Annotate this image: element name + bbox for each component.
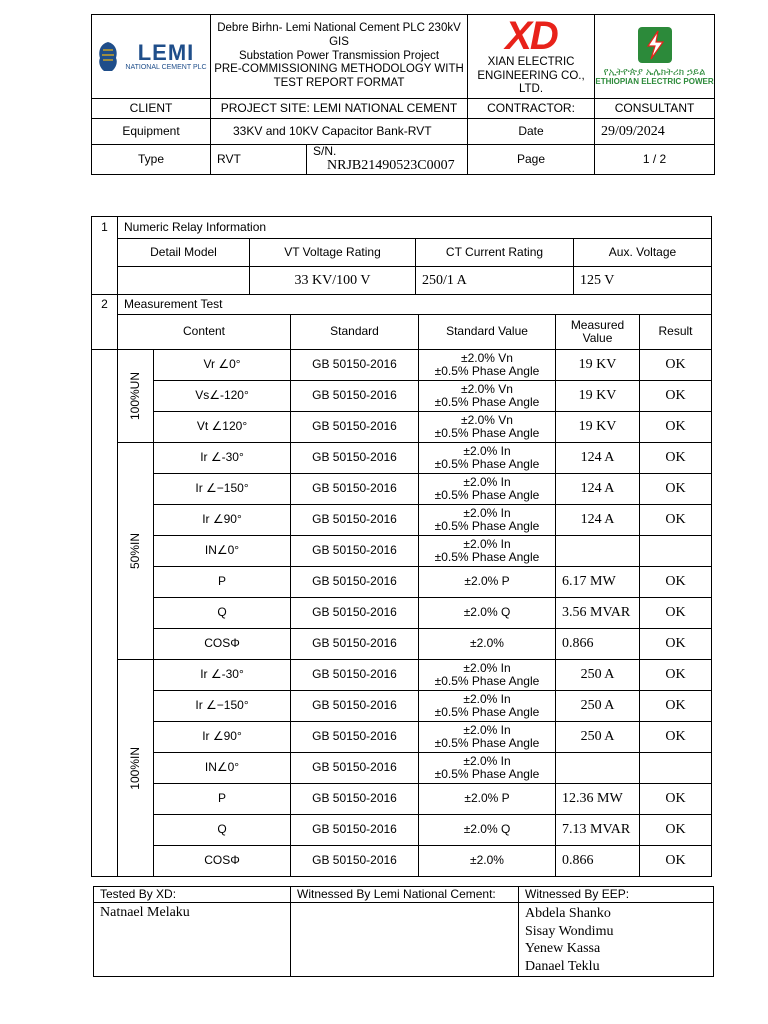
standard-value-line: ±2.0% Q: [463, 605, 511, 620]
group-label-text: 100%UN: [127, 371, 142, 421]
measurement-column-header: Standard Value: [419, 315, 556, 350]
row-standard: GB 50150-2016: [291, 474, 419, 505]
header-table: [91, 14, 715, 175]
tested-by-names: [94, 903, 291, 977]
page-value: 1 / 2: [595, 145, 715, 175]
lemi-logo-sub: NATIONAL CEMENT PLC: [125, 64, 207, 71]
lemi-logo-name: LEMI: [137, 40, 195, 65]
standard-value-line: ±2.0% P: [464, 574, 510, 589]
row-result: [640, 753, 712, 784]
standard-value-line: ±0.5% Phase Angle: [434, 426, 540, 440]
tested-by-name: Natnael Melaku: [100, 905, 190, 920]
row-measured-value: 12.36 MW: [556, 784, 640, 815]
measurement-row: [92, 753, 712, 784]
measurement-row: [92, 474, 712, 505]
row-measured-value: 0.866: [556, 846, 640, 877]
row-measured-value: 3.56 MVAR: [556, 598, 640, 629]
row-standard-value: [419, 567, 556, 598]
measurement-row: [92, 350, 712, 381]
measurement-table: [91, 294, 712, 877]
measurement-row: [92, 598, 712, 629]
witnessed-lemi-names: [291, 903, 519, 977]
row-standard-value: [419, 691, 556, 722]
row-standard: GB 50150-2016: [291, 722, 419, 753]
row-standard: GB 50150-2016: [291, 350, 419, 381]
eep-logo: [595, 15, 715, 99]
row-standard: GB 50150-2016: [291, 629, 419, 660]
group-label-text: 100%IN: [127, 746, 142, 790]
row-standard-value: [419, 815, 556, 846]
date-label: Date: [468, 119, 595, 145]
row-result: OK: [640, 598, 712, 629]
sn-label: S/N.: [313, 144, 337, 158]
row-content: P: [154, 784, 291, 815]
row-result: OK: [640, 815, 712, 846]
row-result: OK: [640, 350, 712, 381]
row-content: Vt ∠120°: [154, 412, 291, 443]
row-content: P: [154, 567, 291, 598]
row-result: OK: [640, 722, 712, 753]
measurement-row: [92, 381, 712, 412]
type-value: RVT: [211, 145, 307, 175]
row-standard: GB 50150-2016: [291, 691, 419, 722]
row-standard-value: [419, 722, 556, 753]
standard-value-line: ±0.5% Phase Angle: [434, 488, 540, 502]
standard-value-line: ±0.5% Phase Angle: [434, 674, 540, 688]
row-standard: GB 50150-2016: [291, 598, 419, 629]
row-standard: GB 50150-2016: [291, 660, 419, 691]
row-result: OK: [640, 629, 712, 660]
row-result: OK: [640, 660, 712, 691]
row-standard-value: [419, 412, 556, 443]
row-measured-value: 124 A: [556, 474, 640, 505]
measurement-row: [92, 443, 712, 474]
eep-witness-name: Danael Teklu: [525, 958, 600, 974]
row-content: Q: [154, 598, 291, 629]
row-measured-value: 0.866: [556, 629, 640, 660]
row-content: Ir ∠-30°: [154, 660, 291, 691]
consultant-label: CONSULTANT: [595, 99, 715, 119]
relay-column-header: CT Current Rating: [416, 239, 574, 267]
row-result: OK: [640, 567, 712, 598]
measurement-row: [92, 691, 712, 722]
measurement-column-header: Measured Value: [556, 315, 640, 350]
standard-value-line: ±2.0% In: [463, 536, 511, 551]
measurement-row: [92, 629, 712, 660]
row-standard-value: [419, 598, 556, 629]
measurement-row: [92, 412, 712, 443]
sn-cell: [307, 145, 468, 175]
project-title-line: Debre Birhn- Lemi National Cement PLC 230kV GIS: [217, 22, 461, 48]
row-measured-value: 19 KV: [556, 381, 640, 412]
row-measured-value: 250 A: [556, 722, 640, 753]
eep-witness-name: Yenew Kassa: [525, 941, 601, 956]
measurement-row: [92, 660, 712, 691]
row-measured-value: 250 A: [556, 691, 640, 722]
group-label: [118, 350, 154, 443]
lemi-logo: [92, 15, 211, 99]
row-measured-value: 6.17 MW: [556, 567, 640, 598]
row-content: Ir ∠−150°: [154, 691, 291, 722]
standard-value-line: ±0.5% Phase Angle: [434, 457, 540, 471]
row-standard: GB 50150-2016: [291, 784, 419, 815]
row-standard-value: [419, 846, 556, 877]
measurement-row: [92, 567, 712, 598]
lion-icon: [95, 40, 121, 74]
row-content: Vr ∠0°: [154, 350, 291, 381]
row-measured-value: 7.13 MVAR: [556, 815, 640, 846]
measurement-column-header: Standard: [291, 315, 419, 350]
row-standard: GB 50150-2016: [291, 443, 419, 474]
row-standard: GB 50150-2016: [291, 412, 419, 443]
date-value: 29/09/2024: [595, 119, 715, 145]
standard-value-line: ±0.5% Phase Angle: [434, 550, 540, 564]
measurement-section-spacer: [92, 350, 118, 877]
row-result: [640, 536, 712, 567]
row-measured-value: 124 A: [556, 443, 640, 474]
row-standard-value: [419, 350, 556, 381]
standard-value-line: ±0.5% Phase Angle: [434, 519, 540, 533]
standard-value-line: ±2.0% P: [464, 791, 510, 806]
relay-ct-rating-value: 250/1 A: [416, 267, 574, 295]
relay-detail-model-value: [118, 267, 250, 295]
row-standard: GB 50150-2016: [291, 536, 419, 567]
row-standard: GB 50150-2016: [291, 815, 419, 846]
standard-value-line: ±2.0% In: [463, 722, 511, 737]
measurement-section-number: 2: [92, 295, 118, 350]
row-result: OK: [640, 412, 712, 443]
project-title-line: PRE-COMMISSIONING METHODOLOGY WITH: [214, 63, 464, 76]
contractor-name-line: XIAN ELECTRIC: [487, 55, 575, 68]
standard-value-line: ±2.0% Q: [463, 822, 511, 837]
row-measured-value: 124 A: [556, 505, 640, 536]
row-standard-value: [419, 536, 556, 567]
standard-value-line: ±0.5% Phase Angle: [434, 767, 540, 781]
project-title: [211, 15, 468, 99]
row-result: OK: [640, 691, 712, 722]
standard-value-line: ±2.0% In: [463, 505, 511, 520]
project-title-line: Substation Power Transmission Project: [238, 49, 440, 62]
page-label: Page: [468, 145, 595, 175]
row-standard: GB 50150-2016: [291, 846, 419, 877]
standard-value-line: ±0.5% Phase Angle: [434, 705, 540, 719]
row-result: OK: [640, 846, 712, 877]
row-standard: GB 50150-2016: [291, 505, 419, 536]
row-content: Ir ∠−150°: [154, 474, 291, 505]
row-content: IN∠0°: [154, 753, 291, 784]
row-standard-value: [419, 474, 556, 505]
standard-value-line: ±2.0% In: [463, 660, 511, 675]
eep-witness-name: Sisay Wondimu: [525, 923, 614, 939]
type-label: Type: [92, 145, 211, 175]
row-content: Vs∠-120°: [154, 381, 291, 412]
standard-value-line: ±0.5% Phase Angle: [434, 395, 540, 409]
standard-value-line: ±2.0% Vn: [461, 381, 513, 396]
client-label: CLIENT: [92, 99, 211, 119]
row-measured-value: 19 KV: [556, 412, 640, 443]
row-standard: GB 50150-2016: [291, 381, 419, 412]
standard-value-line: ±2.0% In: [463, 691, 511, 706]
row-content: COSΦ: [154, 846, 291, 877]
row-content: Ir ∠-30°: [154, 443, 291, 474]
measurement-column-header: Result: [640, 315, 712, 350]
eep-witness-name: Abdela Shanko: [525, 906, 611, 921]
xd-logo: XD: [505, 13, 557, 58]
group-label: [118, 660, 154, 877]
witnessed-eep-label: Witnessed By EEP:: [519, 887, 714, 903]
relay-aux-voltage-value: 125 V: [574, 267, 712, 295]
relay-section-number: 1: [92, 217, 118, 295]
standard-value-line: ±2.0% Vn: [461, 350, 513, 365]
row-content: IN∠0°: [154, 536, 291, 567]
contractor-logo-cell: [468, 15, 595, 99]
measurement-row: [92, 784, 712, 815]
group-label-text: 50%IN: [127, 532, 142, 570]
measurement-row: [92, 536, 712, 567]
row-measured-value: 19 KV: [556, 350, 640, 381]
project-title-line: TEST REPORT FORMAT: [273, 77, 405, 90]
relay-vt-rating-value: 33 KV/100 V: [250, 267, 416, 295]
standard-value-line: ±2.0% In: [463, 474, 511, 489]
row-measured-value: [556, 536, 640, 567]
row-standard-value: [419, 784, 556, 815]
measurement-row: [92, 846, 712, 877]
standard-value-line: ±0.5% Phase Angle: [434, 736, 540, 750]
measurement-column-header: Content: [118, 315, 291, 350]
row-result: OK: [640, 381, 712, 412]
standard-value-line: ±2.0% In: [463, 443, 511, 458]
measurement-row: [92, 815, 712, 846]
relay-column-header: Aux. Voltage: [574, 239, 712, 267]
row-content: Q: [154, 815, 291, 846]
equipment-label: Equipment: [92, 119, 211, 145]
tested-by-label: Tested By XD:: [94, 887, 291, 903]
measurement-section-title: Measurement Test: [118, 295, 712, 315]
row-measured-value: 250 A: [556, 660, 640, 691]
row-result: OK: [640, 443, 712, 474]
standard-value-line: ±2.0%: [470, 636, 504, 651]
measurement-row: [92, 722, 712, 753]
relay-column-header: VT Voltage Rating: [250, 239, 416, 267]
row-measured-value: [556, 753, 640, 784]
eep-emblem-icon: [637, 26, 673, 64]
row-result: OK: [640, 505, 712, 536]
witnessed-lemi-label: Witnessed By Lemi National Cement:: [291, 887, 519, 903]
eep-logo-amharic: የኢትዮጵያ ኤሌክትሪክ ኃይል: [603, 67, 706, 79]
measurement-row: [92, 505, 712, 536]
row-content: COSΦ: [154, 629, 291, 660]
row-result: OK: [640, 784, 712, 815]
relay-section-title: Numeric Relay Information: [118, 217, 712, 239]
row-standard-value: [419, 660, 556, 691]
row-standard: GB 50150-2016: [291, 567, 419, 598]
row-result: OK: [640, 474, 712, 505]
row-content: Ir ∠90°: [154, 722, 291, 753]
standard-value-line: ±2.0% In: [463, 753, 511, 768]
relay-info-table: [91, 216, 712, 295]
row-standard-value: [419, 753, 556, 784]
witnessed-eep-names: [519, 903, 714, 977]
row-standard-value: [419, 505, 556, 536]
project-site-label: PROJECT SITE: LEMI NATIONAL CEMENT: [211, 99, 468, 119]
row-standard-value: [419, 443, 556, 474]
contractor-label: CONTRACTOR:: [468, 99, 595, 119]
sn-value: NRJB21490523C0007: [327, 158, 455, 174]
row-content: Ir ∠90°: [154, 505, 291, 536]
signature-table: [93, 886, 714, 977]
contractor-name-line: ENGINEERING CO., LTD.: [477, 69, 585, 96]
eep-logo-english: ETHIOPIAN ELECTRIC POWER: [595, 77, 714, 87]
row-standard-value: [419, 629, 556, 660]
row-standard-value: [419, 381, 556, 412]
group-label: [118, 443, 154, 660]
row-standard: GB 50150-2016: [291, 753, 419, 784]
standard-value-line: ±2.0% Vn: [461, 412, 513, 427]
standard-value-line: ±2.0%: [470, 853, 504, 868]
standard-value-line: ±0.5% Phase Angle: [434, 364, 540, 378]
relay-column-header: Detail Model: [118, 239, 250, 267]
equipment-value: 33KV and 10KV Capacitor Bank-RVT: [211, 119, 468, 145]
